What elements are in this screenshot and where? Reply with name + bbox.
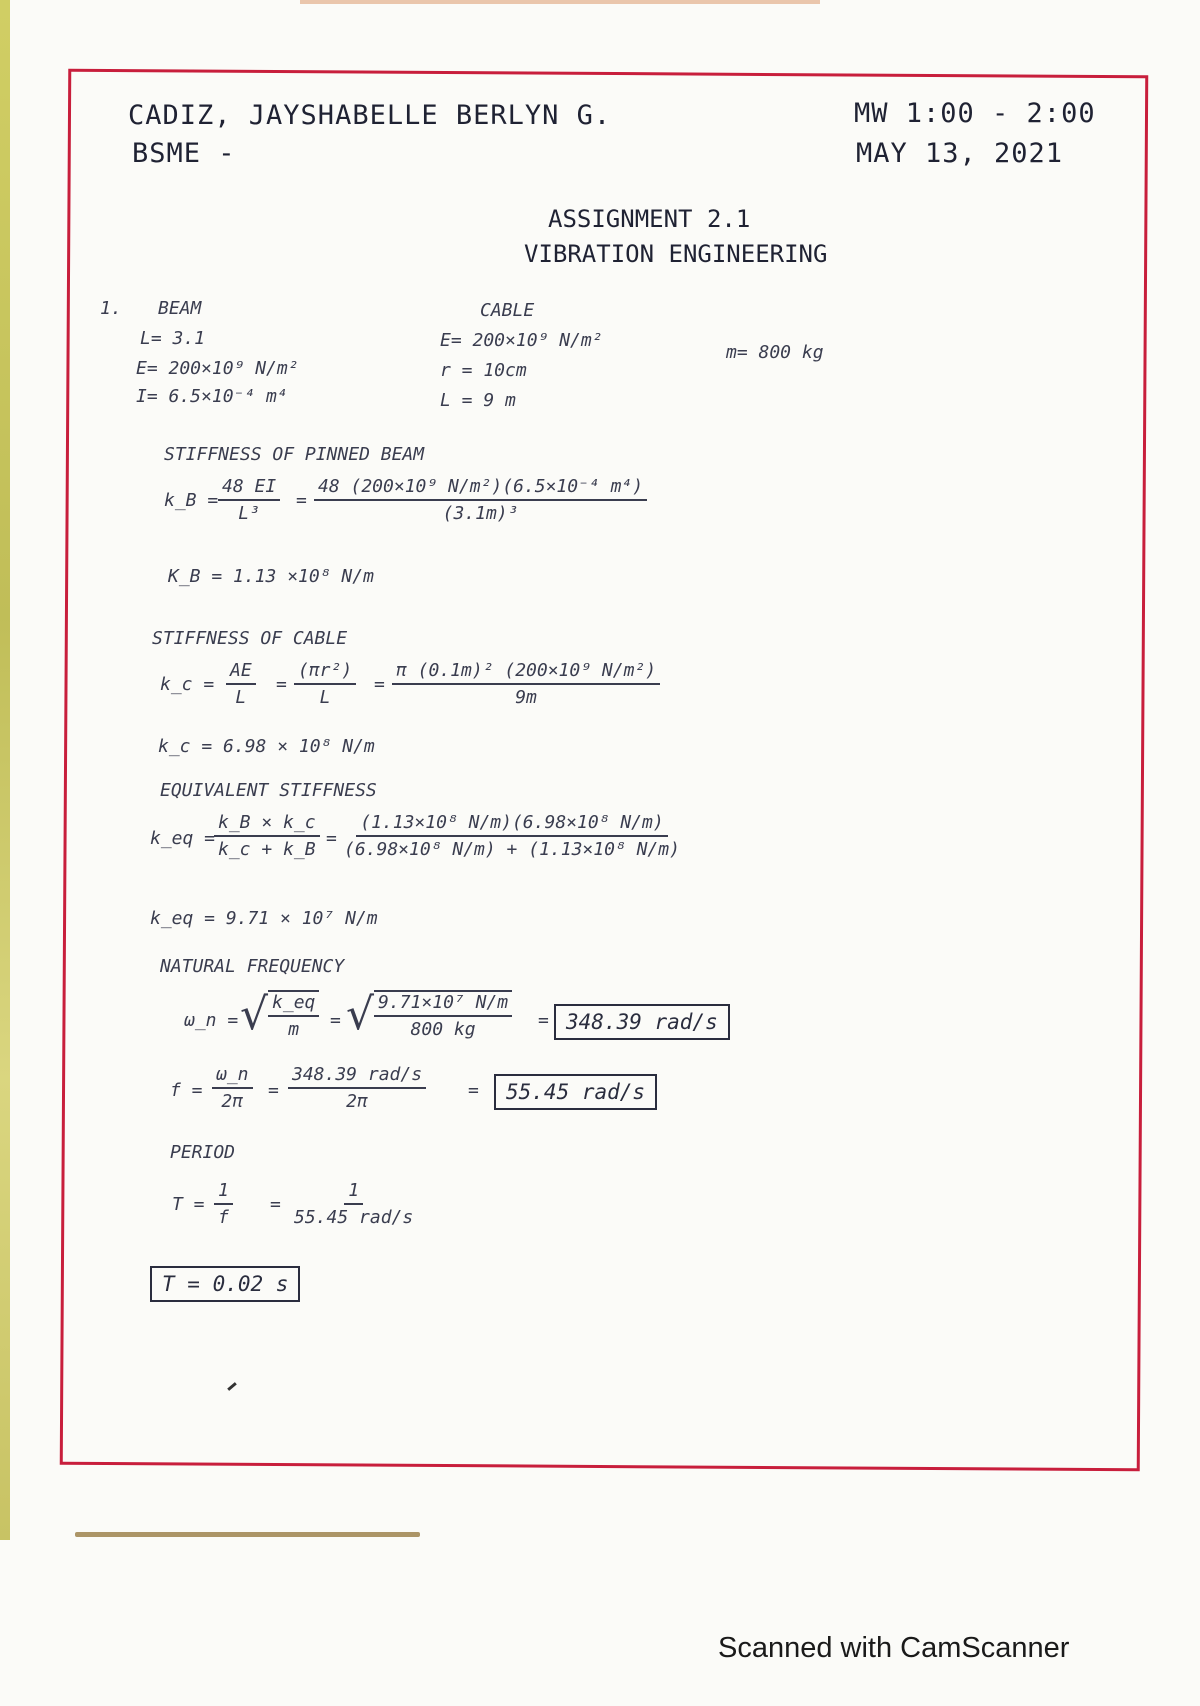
beam-stiffness-formula-den: L³ [238, 503, 260, 524]
scan-edge-top [300, 0, 820, 4]
angular-frequency-formula-num: k_eq [268, 992, 319, 1017]
equals-sign: = [296, 490, 307, 511]
cable-stiffness-substitution-den: 9m [515, 687, 537, 708]
item-number: 1. [100, 298, 122, 319]
beam-inertia: I= 6.5×10⁻⁴ m⁴ [136, 386, 288, 407]
period-substitution [294, 1180, 413, 1228]
equivalent-stiffness-formula [214, 812, 320, 860]
equivalent-stiffness-formula-num: k_B × k_c [214, 812, 320, 837]
equals-sign: = [276, 674, 287, 695]
radical-icon: √ [346, 989, 375, 1040]
subject-title: VIBRATION ENGINEERING [524, 240, 828, 268]
equivalent-stiffness-substitution-num: (1.13×10⁸ N/m)(6.98×10⁸ N/m) [356, 812, 667, 837]
equivalent-stiffness-heading: EQUIVALENT STIFFNESS [160, 780, 377, 801]
period-substitution-num: 1 [344, 1180, 363, 1205]
angular-frequency-substitution-den: 800 kg [410, 1019, 476, 1040]
beam-stiffness-lhs: k_B = [164, 490, 219, 511]
beam-label: BEAM [158, 298, 202, 319]
angular-frequency-formula [268, 990, 319, 1040]
student-name: CADIZ, JAYSHABELLE BERLYN G. [128, 100, 612, 131]
frequency-result: 55.45 rad/s [494, 1074, 657, 1110]
period-formula [214, 1180, 233, 1228]
frequency-formula-num: ω_n [212, 1064, 253, 1089]
period-result: T = 0.02 s [150, 1266, 300, 1302]
beam-length: L= 3.1 [140, 328, 206, 349]
equals-sign: = [326, 828, 337, 849]
angular-frequency-substitution-num: 9.71×10⁷ N/m [374, 992, 512, 1017]
cable-stiffness-area [294, 660, 356, 708]
frequency-substitution-den: 2π [346, 1091, 368, 1112]
frequency-formula [212, 1064, 253, 1112]
angular-frequency-root [240, 990, 319, 1040]
angular-frequency-result: 348.39 rad/s [554, 1004, 730, 1040]
equivalent-stiffness-formula-den: k_c + k_B [218, 839, 316, 860]
beam-stiffness-formula [218, 476, 280, 524]
period-lhs: T = [172, 1194, 205, 1215]
equals-sign: = [374, 674, 385, 695]
natural-frequency-heading: NATURAL FREQUENCY [160, 956, 345, 977]
cable-stiffness-lhs: k_c = [160, 674, 215, 695]
student-course: BSME - [132, 138, 236, 169]
angular-frequency-formula-den: m [288, 1019, 300, 1040]
cable-stiffness-formula-num: AE [226, 660, 256, 685]
cable-length: L = 9 m [440, 390, 516, 411]
period-formula-num: 1 [214, 1180, 233, 1205]
beam-stiffness-substitution-num: 48 (200×10⁹ N/m²)(6.5×10⁻⁴ m⁴) [314, 476, 647, 501]
cable-stiffness-formula [226, 660, 256, 708]
cable-stiffness-area-num: (πr²) [294, 660, 356, 685]
frequency-formula-den: 2π [221, 1091, 244, 1112]
beam-stiffness-substitution-den: (3.1m)³ [442, 503, 519, 524]
beam-stiffness-heading: STIFFNESS OF PINNED BEAM [164, 444, 425, 465]
submission-date: MAY 13, 2021 [856, 138, 1064, 169]
period-formula-den: f [218, 1207, 229, 1228]
cable-label: CABLE [480, 300, 535, 321]
period-substitution-den: 55.45 rad/s [294, 1207, 414, 1228]
equals-sign: = [330, 1010, 341, 1031]
frequency-lhs: f = [170, 1080, 203, 1101]
angular-frequency-substitution-root [346, 990, 512, 1040]
equivalent-stiffness-substitution-den: (6.98×10⁸ N/m) + (1.13×10⁸ N/m) [344, 839, 680, 860]
equals-sign: = [270, 1194, 281, 1215]
page-border [60, 69, 1149, 1472]
cable-radius: r = 10cm [440, 360, 527, 381]
camscanner-watermark: Scanned with CamScanner [718, 1632, 1070, 1664]
equals-sign: = [538, 1010, 549, 1031]
cable-stiffness-heading: STIFFNESS OF CABLE [152, 628, 348, 649]
frequency-substitution-num: 348.39 rad/s [288, 1064, 426, 1089]
cable-modulus: E= 200×10⁹ N/m² [440, 330, 603, 351]
period-heading: PERIOD [170, 1142, 236, 1163]
cable-stiffness-result: k_c = 6.98 × 10⁸ N/m [158, 736, 375, 757]
scan-edge-left [0, 0, 10, 1540]
beam-stiffness-formula-num: 48 EI [218, 476, 280, 501]
cable-stiffness-area-den: L [319, 687, 331, 708]
assignment-title: ASSIGNMENT 2.1 [548, 205, 751, 233]
beam-stiffness-substitution [314, 476, 647, 524]
cable-stiffness-substitution-num: π (0.1m)² (200×10⁹ N/m²) [392, 660, 660, 685]
mass-value: m= 800 kg [726, 342, 824, 363]
radical-icon: √ [240, 989, 269, 1040]
frequency-substitution [288, 1064, 426, 1112]
class-schedule: MW 1:00 - 2:00 [854, 98, 1096, 129]
equivalent-stiffness-result: k_eq = 9.71 × 10⁷ N/m [150, 908, 378, 929]
beam-modulus: E= 200×10⁹ N/m² [136, 358, 299, 379]
scan-edge-bottom [75, 1532, 420, 1537]
equals-sign: = [468, 1080, 479, 1101]
beam-stiffness-result: K_B = 1.13 ×10⁸ N/m [168, 566, 374, 587]
angular-frequency-substitution [374, 990, 512, 1040]
cable-stiffness-substitution [392, 660, 660, 708]
equals-sign: = [268, 1080, 279, 1101]
cable-stiffness-formula-den: L [235, 687, 247, 708]
angular-frequency-lhs: ω_n = [184, 1010, 239, 1031]
equivalent-stiffness-lhs: k_eq = [150, 828, 216, 849]
equivalent-stiffness-substitution [344, 812, 680, 860]
